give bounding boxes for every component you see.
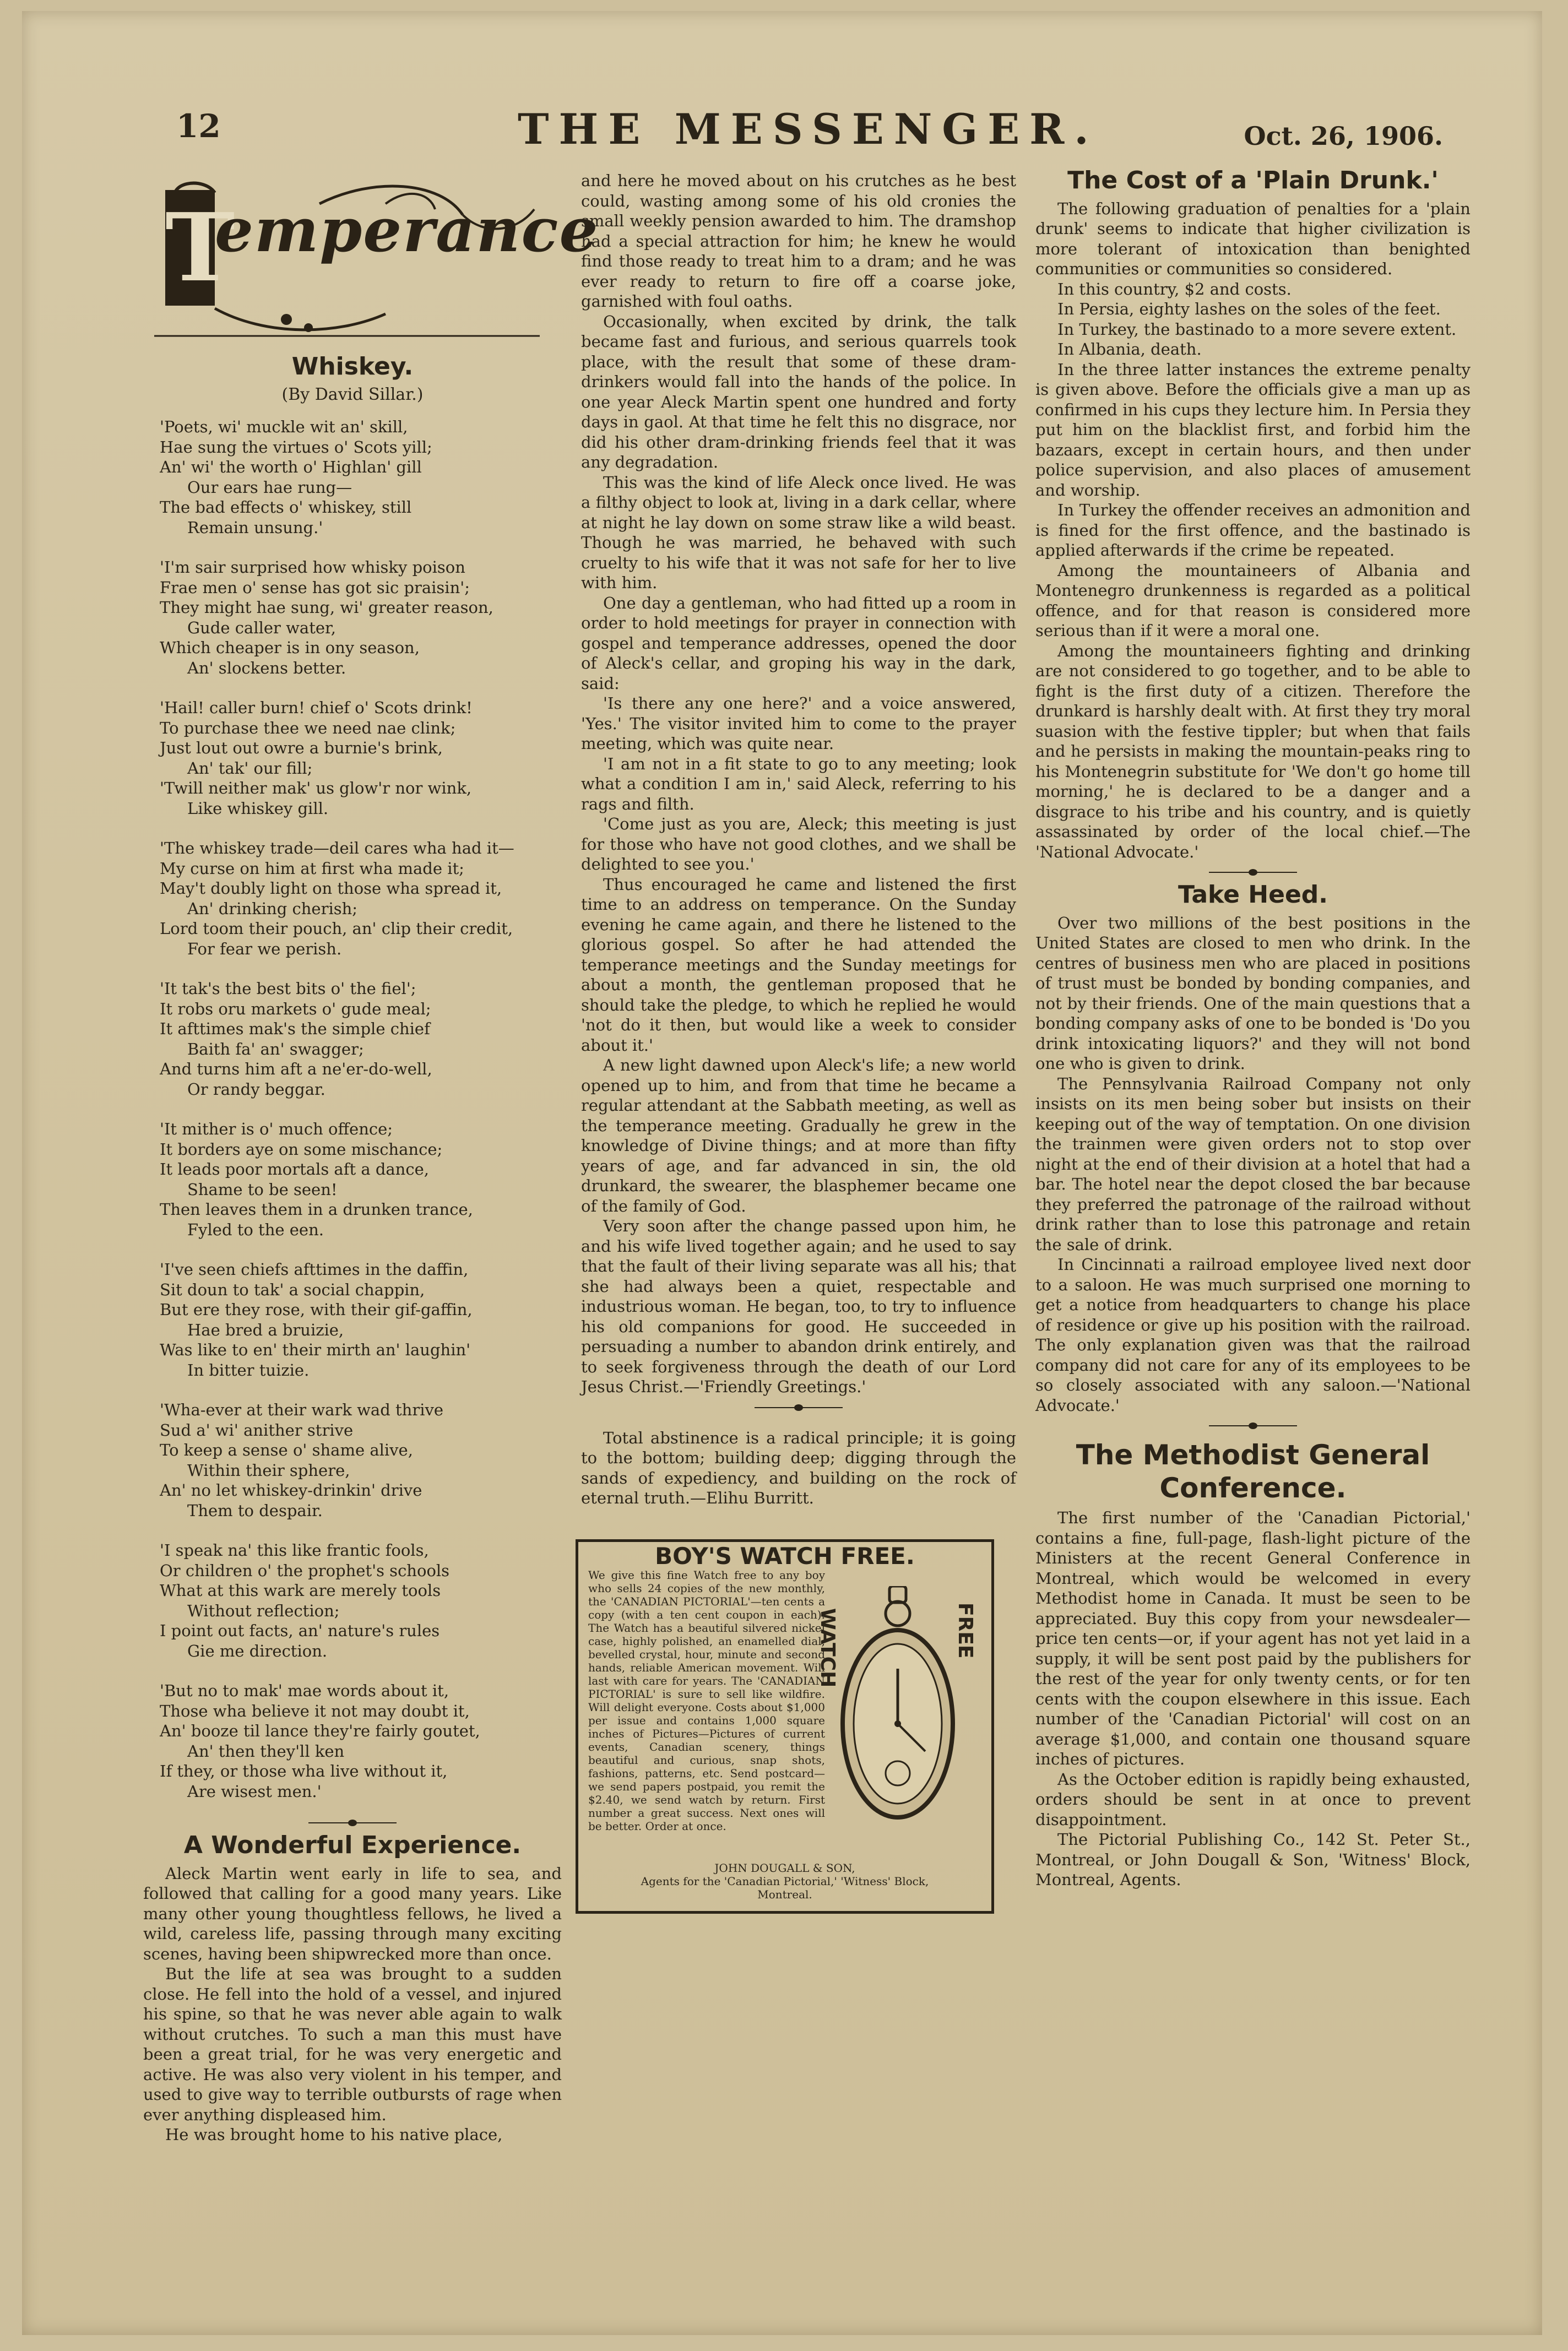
- poem-line: 'I'm sair surprised how whisky poison: [160, 558, 465, 577]
- poem-line: Hae bred a bruizie,: [187, 1320, 344, 1339]
- poem-line: Sit doun to tak' a social chappin,: [160, 1280, 425, 1299]
- poem-line: 'Hail! caller burn! chief o' Scots drink!: [160, 698, 473, 717]
- article-paragraph: But the life at sea was brought to a sudden close. He fell into the hold of a vessel, and injured his spine, so that he was never able again to walk without crutches. To such a man this must have been a great trial, for he was very energetic and active. He was also very violent in his temper, and used to give way to terrible outbursts of rage when ever anything displeased him.: [143, 1964, 562, 2124]
- article-title: [1035, 1438, 1471, 1505]
- poem-stanza: [160, 979, 562, 1099]
- poem-stanza: [160, 417, 562, 537]
- poem-line: Sud a' wi' anither strive: [160, 1420, 354, 1440]
- poem-line: 'I speak na' this like frantic fools,: [160, 1541, 429, 1560]
- poem-line: 'Twill neither mak' us glow'r nor wink,: [160, 779, 472, 797]
- poem-title: Whiskey.: [291, 352, 414, 381]
- watch-advertisement: [576, 1539, 994, 1914]
- poem-line: Lord toom their pouch, an' clip their credit,: [160, 919, 513, 938]
- newspaper-page: [22, 11, 1542, 2335]
- section-divider: [1209, 871, 1297, 874]
- poem-line: Those wha believe it not may doubt it,: [160, 1701, 470, 1720]
- poem-line: It borders aye on some mischance;: [160, 1139, 443, 1159]
- poem-line: 'But no to mak' mae words about it,: [160, 1681, 449, 1700]
- article-paragraph: Occasionally, when excited by drink, the talk became fast and furious, and serious quarrels took place, with the result that some of these dram-drinkers would fall into the hands of the police. In one year Aleck Martin spent one hundred and forty days in gaol. At that time he felt this no disgrace, nor did his other dram-drinking friends feel that it was any degradation.: [581, 312, 1016, 471]
- poem-line: An' slockens better.: [187, 658, 346, 677]
- article-paragraph: In the three latter instances the extreme penalty is given above. Before the officials give a man up as confirmed in his cups they lecture him. In Persia they put him on the blacklist first, and forbid him the bazaars, except in certain hours, and then under police supervision, and also places of amusement and worship.: [1035, 360, 1471, 499]
- article-paragraph: The Pennsylvania Railroad Company not only insists on its men being sober but insists on their keeping out of the way of temptation. On one division the trainmen were given orders not to stop over night at the end of their division at a hotel that had a bar. The hotel near the depot closed the bar because they preferred the patronage of the railroad without drink rather than to lose this patronage and retain the sale of drink.: [1035, 1074, 1471, 1254]
- article-paragraph: One day a gentleman, who had fitted up a room in order to hold meetings for prayer in connection with gospel and temperance addresses, opened the door of Aleck's cellar, and groping his way in the dark, said:: [581, 593, 1016, 693]
- column-1: [143, 171, 599, 2145]
- poem-line: Just lout out owre a burnie's brink,: [160, 739, 443, 757]
- ad-publisher: JOHN DOUGALL & SON,: [714, 1861, 855, 1875]
- article-paragraph: Thus encouraged he came and listened the first time to an address on temperance. On the Sunday evening he came again, and there he listened to the glorious gospel. So after he had attended the temperance meetings and the Sunday meetings for about a month, the gentleman proposed that he should take the pledge, to which he replied he would 'not do it then, but would like a week to consider about it.': [581, 875, 1016, 1055]
- article-paragraph: A new light dawned upon Aleck's life; a new world opened up to him, and from that time he became a regular attendant at the Sabbath meeting, as well as the temperance meeting. Gradually he grew in the knowledge of Divine things; and at more than fifty years of age, and far advanced in sin, the old drunkard, the swearer, the blasphemer became one of the family of God.: [581, 1056, 1016, 1215]
- poem-line: May't doubly light on those wha spread it,: [160, 879, 502, 898]
- section-divider: [308, 1821, 397, 1825]
- poem-line: 'I've seen chiefs afttimes in the daffin,: [160, 1260, 469, 1279]
- burritt-quote: Total abstinence is a radical principle; it is going to the bottom; building deep; digging through the sands of expediency, and building on the rock of eternal truth.—Elihu Burritt.: [581, 1428, 1016, 1507]
- ad-city: Montreal.: [757, 1887, 812, 1901]
- poem-stanza: [160, 1540, 562, 1661]
- poem-line: If they, or those wha live without it,: [160, 1762, 448, 1780]
- poem-line: Or children o' the prophet's schools: [160, 1561, 450, 1580]
- poem-line: Which cheaper is in ony season,: [160, 638, 420, 657]
- poem-line: An' wi' the worth o' Highlan' gill: [160, 458, 422, 476]
- poem-line: An' booze til lance they're fairly goutet,: [160, 1722, 480, 1740]
- poem-line: 'It tak's the best bits o' the fiel';: [160, 979, 416, 998]
- poem-line: It leads poor mortals aft a dance,: [160, 1160, 429, 1179]
- article-paragraph: The following graduation of penalties for a 'plain drunk' seems to indicate that higher civilization is more tolerant of intoxication than benighted communities or communities so considered.: [1035, 199, 1471, 278]
- article-paragraph: Among the mountaineers fighting and drinking are not considered to go together, and to be able to fight is the first duty of a citizen. Therefore the drunkard is harshly dealt with. At first they try moral suasion with the festive tippler; but when that fails and he persists in making the mountain-peaks ring to his Montenegrin substitute for 'We don't go home till morning,' he is declared to be a danger and a disgrace to his tribe and his country, and is quietly assassinated by order of the local chief.—The 'National Advocate.': [1035, 641, 1471, 861]
- article-paragraph: The Pictorial Publishing Co., 142 St. Peter St., Montreal, or John Dougall & Son, 'Witness' Block, Montreal, Agents.: [1035, 1830, 1471, 1889]
- poem-line: To keep a sense o' shame alive,: [160, 1441, 413, 1459]
- poem-line: Our ears hae rung—: [187, 477, 352, 497]
- poem-line: My curse on him at first wha made it;: [160, 859, 464, 878]
- poem-line: Fyled to the een.: [187, 1220, 324, 1239]
- poem-stanza: [160, 698, 562, 818]
- poem-line: An' no let whiskey-drinkin' drive: [160, 1481, 422, 1500]
- article-title: A Wonderful Experience.: [183, 1831, 522, 1859]
- article-paragraph: and here he moved about on his crutches as he best could, wasting among some of his old cronies the small weekly pension awarded to him. The dramshop had a special attraction for him; he knew he would find those ready to treat him to a dram; and he was ever ready to return to fire off a coarse joke, garnished with foul oaths.: [581, 171, 1016, 311]
- article-paragraph: 'Is there any one here?' and a voice answered, 'Yes.' The visitor invited him to come to the prayer meeting, which was quite near.: [581, 694, 1016, 753]
- article-paragraph: In Persia, eighty lashes on the soles of the feet.: [1057, 300, 1441, 318]
- article-paragraph: In this country, $2 and costs.: [1057, 279, 1292, 298]
- temperance-banner: [154, 171, 599, 347]
- issue-date: Oct. 26, 1906.: [1244, 121, 1443, 151]
- article-paragraph: In Albania, death.: [1057, 340, 1202, 359]
- article-title-line: Conference.: [1159, 1472, 1347, 1504]
- poem-line: Hae sung the virtues o' Scots yill;: [160, 437, 432, 457]
- page-number: 12: [176, 107, 221, 145]
- ad-agents: Agents for the 'Canadian Pictorial,' 'Witness' Block,: [641, 1874, 929, 1888]
- poem-line: Within their sphere,: [187, 1460, 350, 1480]
- poem-line: What at this wark are merely tools: [160, 1581, 441, 1600]
- poem-line: They might hae sung, wi' greater reason,: [160, 598, 493, 617]
- poem-line: 'The whiskey trade—deil cares wha had it—: [160, 839, 514, 857]
- article-paragraph: The first number of the 'Canadian Pictorial,' contains a fine, full-page, flash-light picture of the Ministers at the recent General Conference in Montreal, which would be welcomed in every Methodist home in Canada. It must be seen to be appreciated. Buy this copy from your newsdealer—price ten cents—or, if your agent has not yet laid in a supply, it will be sent post paid by the publishers for the rest of the year for only twenty cents, or for ten cents with the coupon elsewhere in this issue. Each number of the 'Canadian Pictorial' will cost on an average $1,000, and contain one thousand square inches of pictures.: [1035, 1508, 1471, 1768]
- poem-line: 'Poets, wi' muckle wit an' skill,: [160, 417, 408, 436]
- column-2: [581, 171, 1016, 1914]
- ad-footer: [578, 1861, 991, 1901]
- section-divider: [1209, 1424, 1297, 1427]
- article-title-line: The Methodist General: [1076, 1439, 1430, 1471]
- banner-word: emperance: [215, 194, 599, 265]
- poem-line: Without reflection;: [187, 1601, 340, 1620]
- page-header: [22, 11, 1542, 160]
- poem-line: Are wisest men.': [187, 1782, 322, 1801]
- pocket-watch-icon: [837, 1586, 958, 1828]
- poem-line: But ere they rose, with their gif-gaffin,: [160, 1300, 473, 1319]
- poem-stanza: [160, 1259, 562, 1380]
- poem-line: Frae men o' sense has got sic praisin';: [160, 578, 470, 597]
- article-paragraph: In Turkey, the bastinado to a more severe extent.: [1057, 319, 1457, 339]
- poem-stanza: [160, 1681, 562, 1801]
- article-title: The Cost of a 'Plain Drunk.': [1067, 166, 1439, 194]
- poem-stanza: [160, 1119, 562, 1240]
- poem-stanza: [160, 1400, 562, 1521]
- poem-stanza: [160, 557, 562, 678]
- article-title: Take Heed.: [1178, 881, 1328, 909]
- poem-line: It robs oru markets o' gude meal;: [160, 999, 431, 1018]
- poem-line: It afttimes mak's the simple chief: [160, 1019, 430, 1038]
- article-paragraph: He was brought home to his native place,: [165, 2125, 503, 2144]
- article-paragraph: Among the mountaineers of Albania and Montenegro drunkenness is regarded as a political offence, and for that reason is considered more serious than if it were a moral one.: [1035, 561, 1471, 640]
- article-paragraph: 'Come just as you are, Aleck; this meeting is just for those who have not good clothes, and we shall be delighted to see you.': [581, 815, 1016, 873]
- article-paragraph: As the October edition is rapidly being exhausted, orders should be sent in at once to prevent disappointment.: [1035, 1769, 1471, 1829]
- poem-line: For fear we perish.: [187, 939, 342, 958]
- article-paragraph: In Turkey the offender receives an admonition and is fined for the first offence, and the bastinado is applied afterwards if the crime be repeated.: [1035, 501, 1471, 560]
- poem-line: I point out facts, an' nature's rules: [160, 1621, 440, 1640]
- poem-line: Gude caller water,: [187, 618, 336, 637]
- poem-byline: (By David Sillar.): [281, 384, 424, 404]
- article-paragraph: Very soon after the change passed upon him, he and his wife lived together again; and he used to say that the fault of their living separate was all his; that she had always been a quiet, respectable and industrious woman. He began, too, to try to influence his old companions for good. He succeeded in persuading a number to abandon drink entirely, and to seek forgiveness through the death of our Lord Jesus Christ.—'Friendly Greetings.': [581, 1217, 1016, 1396]
- ad-side-label-right: FREE: [954, 1602, 976, 1658]
- article-paragraph: Over two millions of the best positions in the United States are closed to men who drink. In the centres of business men who are placed in positions of trust must be bonded by bonding companies, and not by their friends. One of the main questions that a bonding company asks of one to be bonded is 'Do you drink intoxicating liquors?' and they will not bond one who is given to drink.: [1035, 913, 1471, 1073]
- poem-line: Remain unsung.': [187, 518, 323, 537]
- poem-line: An' drinking cherish;: [187, 899, 358, 918]
- poem-line: 'Wha-ever at their wark wad thrive: [160, 1400, 444, 1419]
- column-3: [1035, 166, 1471, 1890]
- masthead: THE MESSENGER.: [518, 105, 1099, 154]
- section-divider: [755, 1406, 843, 1409]
- poem-line: In bitter tuizie.: [187, 1360, 310, 1380]
- poem-line: An' tak' our fill;: [187, 758, 313, 778]
- poem-line: And turns him aft a ne'er-do-well,: [160, 1060, 432, 1078]
- poem-line: Was like to en' their mirth an' laughin': [160, 1340, 471, 1359]
- poem-line: To purchase thee we need nae clink;: [160, 718, 456, 737]
- article-paragraph: In Cincinnati a railroad employee lived next door to a saloon. He was much surprised one morning to get a notice from headquarters to change his place of residence or give up his position with the railroad. The only explanation given was that the railroad company did not care for any of its employees to be so closely associated with any saloon.—'National Advocate.': [1035, 1255, 1471, 1415]
- poem-line: 'It mither is o' much offence;: [160, 1120, 393, 1138]
- ad-body: We give this fine Watch free to any boy who sells 24 copies of the new monthly, the 'CANADIAN PICTORIAL'—ten cents a copy (with a ten cent coupon in each). The Watch has a beautiful silvered nickel case, highly polished, an enamelled dial, bevelled crystal, hour, minute and second hands, reliable American movement. Will last with care for years. The 'CANADIAN PICTORIAL' is sure to sell like wildfire. Will delight everyone. Costs about $1,000 per issue and contains 1,000 square inches of Pictures—Pictures of current events, Canadian scenery, things beautiful and curious, snap shots, fashions, patterns, etc. Send postcard—we send papers postpaid, you remit the $2.40, we send watch by return. First number a great success. Next ones will be better. Order at once.: [588, 1568, 825, 1833]
- poem-line: Then leaves them in a drunken trance,: [160, 1200, 473, 1219]
- poem-line: Or randy beggar.: [187, 1079, 325, 1099]
- poem-line: Them to despair.: [187, 1501, 323, 1520]
- poem-line: Shame to be seen!: [187, 1180, 338, 1199]
- article-paragraph: This was the kind of life Aleck once lived. He was a filthy object to look at, living in a dark cellar, where at night he lay down on some straw like a wild beast. Though he was married, he behaved with such cruelty to his wife that it was not safe for her to live with him.: [581, 473, 1016, 592]
- banner-initial: T: [165, 190, 215, 306]
- article-paragraph: 'I am not in a fit state to go to any meeting; look what a condition I am in,' said Aleck, referring to his rags and filth.: [581, 754, 1016, 813]
- poem-line: Gie me direction.: [187, 1641, 328, 1660]
- poem-line: Baith fa' an' swagger;: [187, 1039, 364, 1058]
- ad-headline: BOY'S WATCH FREE.: [655, 1542, 915, 1570]
- article-paragraph: Aleck Martin went early in life to sea, and followed that calling for a good many years. Like many other young thoughtless fellows, he lived a wild, careless life, passing through many exciting scenes, having been shipwrecked more than once.: [143, 1864, 562, 1963]
- poem-line: An' then they'll ken: [187, 1741, 345, 1761]
- poem-line: The bad effects o' whiskey, still: [160, 498, 412, 517]
- poem-line: Like whiskey gill.: [187, 799, 329, 818]
- poem-stanza: [160, 838, 562, 959]
- poem-body: [143, 417, 562, 1801]
- ad-side-label-left: WATCH: [816, 1608, 839, 1687]
